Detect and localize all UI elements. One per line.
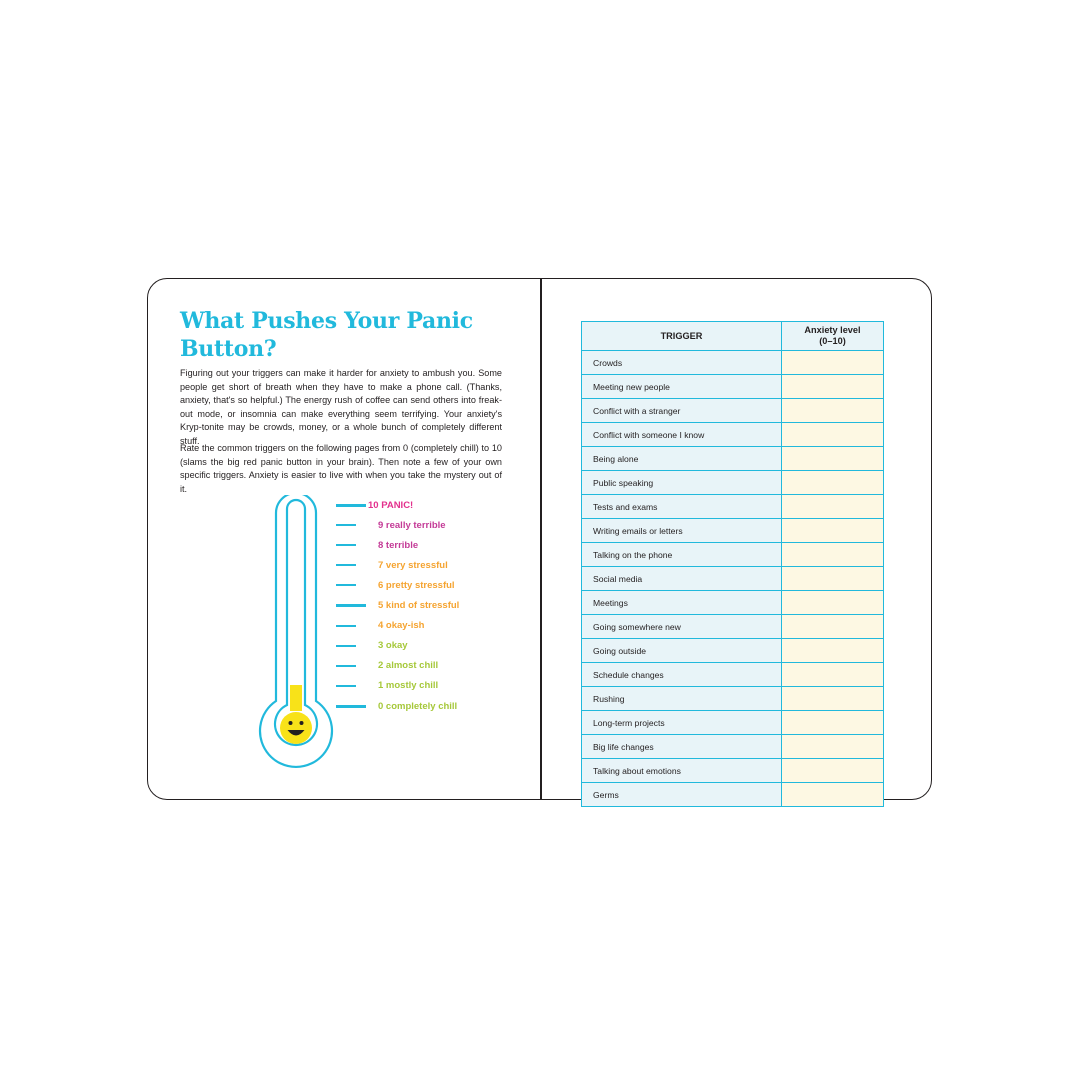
table-row	[582, 399, 884, 423]
trigger-cell: Talking on the phone	[582, 543, 782, 567]
scale-tick	[336, 625, 356, 627]
scale-label: 3 okay	[378, 640, 408, 652]
scale-tick	[336, 524, 356, 526]
trigger-cell: Rushing	[582, 687, 782, 711]
trigger-cell: Tests and exams	[582, 495, 782, 519]
trigger-table	[581, 321, 884, 807]
anxiety-level-cell[interactable]	[782, 399, 884, 423]
mercury-fill	[290, 685, 302, 711]
trigger-cell: Meetings	[582, 591, 782, 615]
trigger-cell: Conflict with someone I know	[582, 423, 782, 447]
table-row	[582, 423, 884, 447]
trigger-cell: Talking about emotions	[582, 759, 782, 783]
anxiety-level-cell[interactable]	[782, 711, 884, 735]
scale-tick	[336, 604, 366, 607]
trigger-cell: Writing emails or letters	[582, 519, 782, 543]
trigger-cell: Going outside	[582, 639, 782, 663]
trigger-cell: Public speaking	[582, 471, 782, 495]
page-title: What Pushes Your Panic Button?	[180, 308, 473, 362]
scale-level-8	[336, 538, 418, 552]
anxiety-level-cell[interactable]	[782, 567, 884, 591]
scale-tick	[336, 685, 356, 687]
scale-tick	[336, 584, 356, 586]
trigger-cell: Schedule changes	[582, 663, 782, 687]
scale-label: 1 mostly chill	[378, 680, 439, 692]
scale-label: 4 okay-ish	[378, 620, 425, 632]
table-row	[582, 759, 884, 783]
trigger-cell: Being alone	[582, 447, 782, 471]
anxiety-level-cell[interactable]	[782, 471, 884, 495]
table-row	[582, 495, 884, 519]
trigger-cell: Big life changes	[582, 735, 782, 759]
scale-label: 7 very stressful	[378, 559, 448, 571]
anxiety-level-cell[interactable]	[782, 543, 884, 567]
scale-label: 2 almost chill	[378, 660, 439, 672]
scale-tick	[336, 504, 366, 507]
scale-label: 9 really terrible	[378, 519, 446, 531]
table-row	[582, 375, 884, 399]
smiley-face-icon	[280, 712, 312, 744]
table-row	[582, 567, 884, 591]
anxiety-level-cell[interactable]	[782, 615, 884, 639]
table-row	[582, 783, 884, 807]
scale-tick	[336, 564, 356, 566]
scale-label: 10 PANIC!	[368, 499, 414, 511]
instructions-paragraph: Rate the common triggers on the following pages from 0 (completely chill) to 10 (slams the big red panic button in your brain). Then note a few of your own specific triggers. Anxiety is easier to live with when you take the mystery out of it.	[180, 443, 502, 494]
table-row	[582, 615, 884, 639]
scale-tick	[336, 705, 366, 708]
scale-label: 5 kind of stressful	[378, 600, 460, 611]
table-row	[582, 351, 884, 375]
thermometer-icon	[254, 495, 338, 775]
table-row	[582, 711, 884, 735]
trigger-cell: Long-term projects	[582, 711, 782, 735]
table-row	[582, 471, 884, 495]
right-page	[541, 279, 933, 799]
scale-level-10	[336, 498, 413, 512]
scale-label: 8 terrible	[378, 539, 419, 551]
anxiety-level-cell[interactable]	[782, 351, 884, 375]
scale-tick	[336, 665, 356, 667]
table-row	[582, 663, 884, 687]
anxiety-level-cell[interactable]	[782, 447, 884, 471]
trigger-column-header: TRIGGER	[582, 322, 782, 351]
table-row	[582, 543, 884, 567]
scale-label: 6 pretty stressful	[378, 579, 455, 591]
scale-tick	[336, 544, 356, 546]
table-row	[582, 687, 884, 711]
trigger-cell: Germs	[582, 783, 782, 807]
table-row	[582, 735, 884, 759]
anxiety-level-cell[interactable]	[782, 735, 884, 759]
table-header-row	[582, 322, 884, 351]
anxiety-level-cell[interactable]	[782, 495, 884, 519]
trigger-cell: Crowds	[582, 351, 782, 375]
scale-tick	[336, 645, 356, 647]
scale-level-6	[336, 578, 455, 592]
table-row	[582, 639, 884, 663]
scale-level-3	[336, 639, 408, 653]
scale-level-4	[336, 619, 424, 633]
trigger-cell: Social media	[582, 567, 782, 591]
scale-level-0	[336, 699, 457, 713]
anxiety-level-cell[interactable]	[782, 375, 884, 399]
scale-level-1	[336, 679, 438, 693]
scale-label: 0 completely chill	[378, 700, 458, 712]
scale-level-2	[336, 659, 438, 673]
table-row	[582, 447, 884, 471]
left-page	[148, 279, 540, 799]
trigger-cell: Conflict with a stranger	[582, 399, 782, 423]
anxiety-level-cell[interactable]	[782, 519, 884, 543]
scale-level-7	[336, 558, 448, 572]
anxiety-level-cell[interactable]	[782, 423, 884, 447]
intro-paragraph: Figuring out your triggers can make it harder for anxiety to ambush you. Some people get short of breath when they have to make a phone call. (Thanks, anxiety, that's so helpful.) The energy rush of coffee can send others into freak-out mode, or insomnia can make everything seem terrifying. Your anxiety's Kryp-tonite may be crowds, money, or a whole bunch of completely different stuff.	[180, 368, 502, 446]
table-row	[582, 519, 884, 543]
table-row	[582, 591, 884, 615]
scale-level-5	[336, 599, 459, 613]
anxiety-level-cell[interactable]	[782, 759, 884, 783]
anxiety-level-cell[interactable]	[782, 591, 884, 615]
scale-level-9	[336, 518, 446, 532]
anxiety-level-column-header: Anxiety level (0–10)	[782, 322, 884, 351]
anxiety-level-cell[interactable]	[782, 639, 884, 663]
trigger-cell: Meeting new people	[582, 375, 782, 399]
anxiety-level-cell[interactable]	[782, 783, 884, 807]
trigger-cell: Going somewhere new	[582, 615, 782, 639]
book-spread	[147, 278, 932, 800]
anxiety-level-cell[interactable]	[782, 663, 884, 687]
anxiety-level-cell[interactable]	[782, 687, 884, 711]
